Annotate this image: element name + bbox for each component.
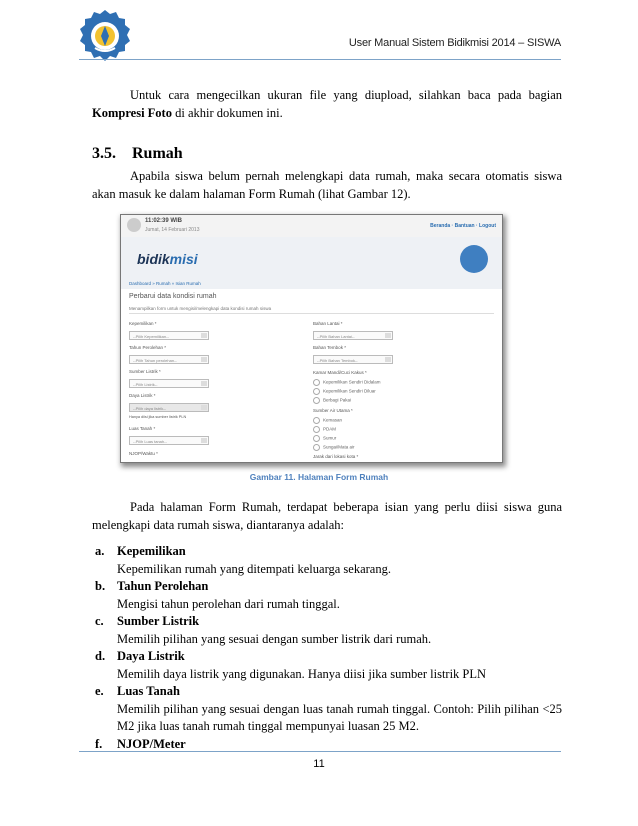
radio-mck-option: Berbagi Pakai bbox=[313, 397, 351, 404]
screenshot-top-links: Beranda · Bantuan · Logout bbox=[430, 223, 496, 229]
select-sumber-listrik: --Pilih Listrik-- bbox=[129, 379, 209, 388]
list-item-desc: Kepemilikan rumah yang ditempati keluarga sekarang. bbox=[117, 561, 391, 576]
section-heading bbox=[92, 145, 183, 163]
emblem-icon bbox=[460, 245, 488, 273]
list-item-desc: Mengisi tahun perolehan dari rumah tinggal. bbox=[117, 596, 340, 611]
list-item-title: d. Daya Listrik bbox=[95, 649, 185, 663]
select-daya-listrik: --Pilih daya listrik-- bbox=[129, 403, 209, 412]
label-luas-tanah: Luas Tanah * bbox=[129, 426, 156, 431]
label-njop: NJOP/Waktu * bbox=[129, 451, 158, 456]
section-number: 3.5. bbox=[92, 145, 116, 162]
select-bahan-lantai: --Pilih Bahan Lantai-- bbox=[313, 331, 393, 340]
list-item-desc: Memilih pilihan yang sesuai dengan luas tanah rumah tinggal. Contoh: Pilih pilihan <25 M2 jika luas tanah rumah tinggal mempunyai luasan 25 M2. bbox=[117, 701, 562, 733]
list-item-desc: Memilih daya listrik yang digunakan. Hanya diisi jika sumber listrik PLN bbox=[117, 666, 487, 681]
label-kepemilikan: Kepemilikan * bbox=[129, 321, 157, 326]
radio-mck-option: Kepemilikan Sendiri Diluar bbox=[313, 388, 376, 395]
radio-air-option: Sumur bbox=[313, 435, 336, 442]
label-sumber-air: Sumber Air Utama * bbox=[313, 408, 353, 413]
figure-caption: Gambar 11. Halaman Form Rumah bbox=[249, 472, 389, 482]
chevron-down-icon bbox=[201, 357, 207, 362]
radio-mck-option: Kepemilikan Sendiri Didalam bbox=[313, 379, 381, 386]
tut-wuri-handayani-logo bbox=[77, 8, 133, 64]
label-sumber-listrik: Sumber Listrik * bbox=[129, 369, 161, 374]
label-mck: Kamar Mandi/Cuci Kakus * bbox=[313, 370, 367, 375]
daya-listrik-note: Hanya diisi jika sumber listrik PLN bbox=[129, 415, 187, 419]
screenshot-form-subtitle: Menampilkan form untuk mengisi/melengkapi data kondisi rumah siswa bbox=[129, 306, 272, 311]
select-kepemilikan: --Pilih Kepemilikan-- bbox=[129, 331, 209, 340]
field-list bbox=[95, 543, 562, 753]
list-item-title: b. Tahun Perolehan bbox=[95, 579, 209, 593]
radio-air-option: PDAM bbox=[313, 426, 336, 433]
screenshot-divider bbox=[129, 313, 494, 314]
radio-air-option: Kemasan bbox=[313, 417, 342, 424]
header-rule bbox=[79, 59, 561, 60]
chevron-down-icon bbox=[201, 381, 207, 386]
radio-air-option: Sungai/Mata air bbox=[313, 444, 355, 451]
page-number: 11 bbox=[313, 758, 325, 770]
label-tahun-perolehan: Tahun Perolehan * bbox=[129, 345, 167, 350]
chevron-down-icon bbox=[201, 438, 207, 443]
label-bahan-lantai: Bahan Lantai * bbox=[313, 321, 343, 326]
list-item-title: e. Luas Tanah bbox=[95, 684, 180, 698]
screenshot-top-bar bbox=[121, 215, 502, 238]
select-tahun-perolehan: --Pilih Tahun perolehan-- bbox=[129, 355, 209, 364]
list-item-title: f. NJOP/Meter bbox=[95, 736, 186, 751]
list-intro-paragraph: Pada halaman Form Rumah, terdapat beberapa isian yang perlu diisi siswa guna melengkapi data rumah siswa, diantaranya adalah: bbox=[92, 500, 562, 532]
list-item-title: c. Sumber Listrik bbox=[95, 614, 200, 628]
running-header: User Manual Sistem Bidikmisi 2014 – SISWA bbox=[348, 37, 561, 49]
screenshot-form-title: Perbarui data kondisi rumah bbox=[129, 293, 217, 300]
intro-paragraph: Untuk cara mengecilkan ukuran file yang diupload, silahkan baca pada bagian Kompresi Foto di akhir dokumen ini. bbox=[92, 88, 562, 120]
section-title: Rumah bbox=[132, 145, 183, 162]
footer-rule bbox=[79, 751, 561, 752]
select-luas-tanah: --Pilih Luas tanah-- bbox=[129, 436, 209, 445]
select-bahan-tembok: --Pilih Bahan Tembok-- bbox=[313, 355, 393, 364]
section-intro-paragraph: Apabila siswa belum pernah melengkapi data rumah, maka secara otomatis siswa akan masuk ke dalam halaman Form Rumah (lihat Gambar 12). bbox=[92, 169, 562, 201]
chevron-down-icon bbox=[201, 405, 207, 410]
screenshot-date: Jumat, 14 Februari 2013 bbox=[145, 227, 200, 233]
label-bahan-tembok: Bahan Tembok * bbox=[313, 345, 346, 350]
label-jarak: Jarak dari lokasi kota * bbox=[313, 454, 359, 459]
list-item-title: a. Kepemilikan bbox=[95, 544, 186, 558]
chevron-down-icon bbox=[385, 357, 391, 362]
screenshot-breadcrumb: Dashboard » Rumah » Isian Rumah bbox=[129, 281, 201, 286]
clock-icon bbox=[127, 218, 141, 232]
list-item-desc: Memilih pilihan yang sesuai dengan sumber listrik dari rumah. bbox=[117, 631, 432, 646]
screenshot-time: 11:02:39 WIB bbox=[145, 218, 183, 224]
bidikmisi-logo: bidikmisi bbox=[137, 251, 198, 267]
chevron-down-icon bbox=[385, 333, 391, 338]
chevron-down-icon bbox=[201, 333, 207, 338]
label-daya-listrik: Daya Listrik * bbox=[129, 393, 156, 398]
form-rumah-screenshot bbox=[121, 215, 502, 462]
